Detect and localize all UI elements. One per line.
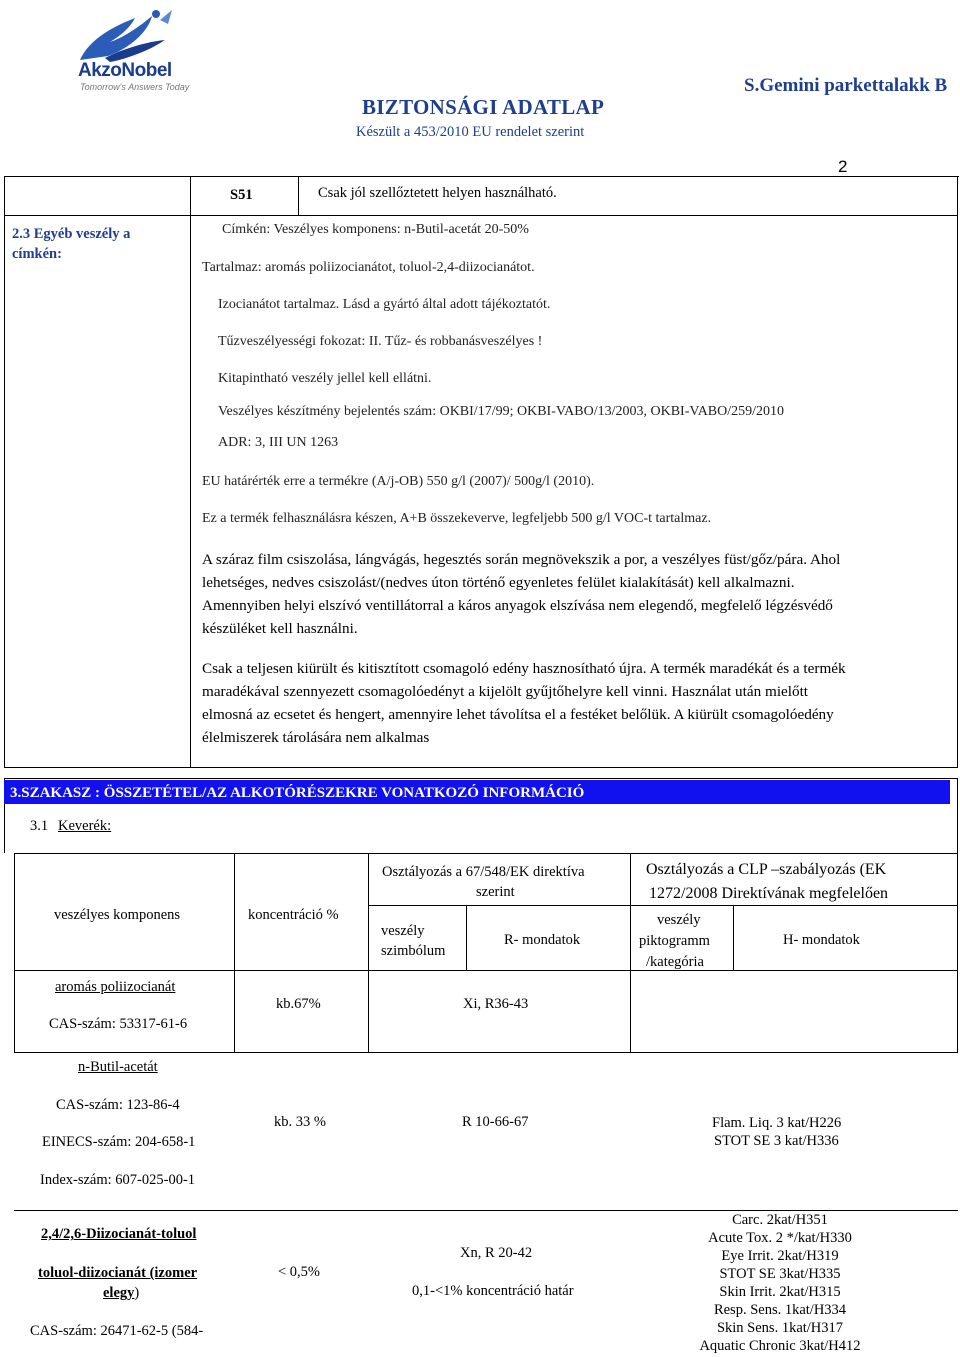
row3-component-alias: toluol-diizocianát (izomer	[38, 1265, 198, 1281]
row3-component-name: 2,4/2,6-Diizocianát-toluol	[41, 1226, 197, 1242]
label-line: Tűzveszélyességi fokozat: II. Tűz- és robbanásveszélyes !	[218, 334, 543, 349]
s51-text: Csak jól szellőztetett helyen használható.	[318, 185, 557, 201]
row2-index: Index-szám: 607-025-00-1	[40, 1172, 196, 1188]
row2-component-name: n-Butil-acetát	[78, 1059, 158, 1075]
section-23-label: 2.3 Egyéb veszély a	[12, 226, 131, 242]
logo-wordmark: AkzoNobel	[78, 60, 172, 81]
row3-concentration-limit: 0,1-<1% koncentráció határ	[412, 1283, 574, 1299]
label-line: Tartalmaz: aromás poliizocianátot, toluol-2,4-diizocianátot.	[202, 260, 535, 275]
row3-concentration: < 0,5%	[278, 1264, 321, 1280]
row2-einecs: EINECS-szám: 204-658-1	[42, 1134, 196, 1150]
header-symbol: veszély	[381, 923, 425, 939]
header-h-phrases: H- mondatok	[783, 932, 860, 948]
header-directive: Osztályozás a 67/548/EK direktíva	[382, 864, 585, 880]
h-phrase: Skin Irrit. 2kat/H315	[719, 1284, 841, 1300]
h-phrase: Skin Sens. 1kat/H317	[716, 1320, 844, 1336]
h-phrase: STOT SE 3kat/H335	[719, 1266, 841, 1282]
header-concentration: koncentráció %	[248, 907, 339, 923]
logo-tagline: Tomorrow's Answers Today	[80, 82, 190, 92]
header-component: veszélyes komponens	[54, 907, 181, 923]
row1-component-name: aromás poliizocianát	[55, 979, 176, 995]
label-line: EU határérték erre a termékre (A/j-OB) 550 g/l (2007)/ 500g/l (2010).	[202, 474, 595, 489]
subsection-number: 3.1	[30, 818, 49, 834]
header-pictogram-cont: piktogramm	[639, 933, 710, 949]
row2-concentration: kb. 33 %	[274, 1114, 326, 1130]
h-phrase: Acute Tox. 2 */kat/H330	[708, 1230, 852, 1246]
logo-figure-icon	[60, 8, 185, 68]
row2-h-phrase: Flam. Liq. 3 kat/H226	[712, 1115, 842, 1131]
product-name: S.Gemini parkettalakk B	[744, 75, 948, 96]
label-line: Ez a termék felhasználásra készen, A+B összekeverve, legfeljebb 500 g/l VOC-t tartalmaz.	[202, 511, 712, 526]
header-r-phrases: R- mondatok	[504, 932, 581, 948]
h-phrase: Resp. Sens. 1kat/H334	[713, 1302, 847, 1318]
label-line: Veszélyes készítmény bejelentés szám: OKBI/17/99; OKBI-VABO/13/2003, OKBI-VABO/259/2010	[218, 404, 785, 419]
page-number: 2	[838, 157, 848, 176]
header-symbol-cont: szimbólum	[381, 943, 446, 959]
document-title: BIZTONSÁGI ADATLAP	[362, 95, 605, 119]
h-phrase: Aquatic Chronic 3kat/H412	[699, 1338, 861, 1354]
label-line: Izocianátot tartalmaz. Lásd a gyártó által adott tájékoztatót.	[218, 297, 551, 312]
label-line: ADR: 3, III UN 1263	[218, 435, 339, 450]
section-3-title: 3.SZAKASZ : ÖSSZETÉTEL/AZ ALKOTÓRÉSZEKRE VONATKOZÓ INFORMÁCIÓ	[10, 785, 585, 801]
header-pictogram-category: /kategória	[646, 954, 704, 970]
document-subtitle: Készült a 453/2010 EU rendelet szerint	[356, 124, 585, 140]
row3-r-phrases: Xn, R 20-42	[460, 1245, 533, 1261]
s51-code: S51	[230, 187, 253, 203]
row3-cas: CAS-szám: 26471-62-5 (584-	[30, 1323, 204, 1339]
label-line: Kitapintható veszély jellel kell ellátni.	[218, 371, 432, 386]
subsection-label: Keverék:	[58, 818, 112, 834]
row2-r-phrases: R 10-66-67	[462, 1114, 529, 1130]
row3-h-phrases	[680, 1211, 880, 1355]
header-clp-cont: 1272/2008 Direktívának megfelelően	[649, 885, 889, 902]
row1-cas: CAS-szám: 53317-61-6	[49, 1016, 188, 1032]
row1-concentration: kb.67%	[276, 996, 321, 1012]
label-line: Címkén: Veszélyes komponens: n-Butil-acetát 20-50%	[222, 222, 529, 237]
header-pictogram: veszély	[657, 912, 701, 928]
header-clp: Osztályozás a CLP –szabályozás (EK	[646, 861, 887, 878]
row1-r-phrases: Xi, R36-43	[463, 996, 529, 1012]
h-phrase: Carc. 2kat/H351	[732, 1212, 828, 1228]
row3-component-alias-cont: elegy)	[103, 1285, 140, 1301]
row2-cas: CAS-szám: 123-86-4	[56, 1097, 180, 1113]
row2-h-phrase: STOT SE 3 kat/H336	[714, 1133, 839, 1149]
h-phrase: Eye Irrit. 2kat/H319	[721, 1248, 839, 1264]
header-directive-cont: szerint	[476, 884, 515, 900]
section-23-label-cont: címkén:	[12, 246, 62, 262]
